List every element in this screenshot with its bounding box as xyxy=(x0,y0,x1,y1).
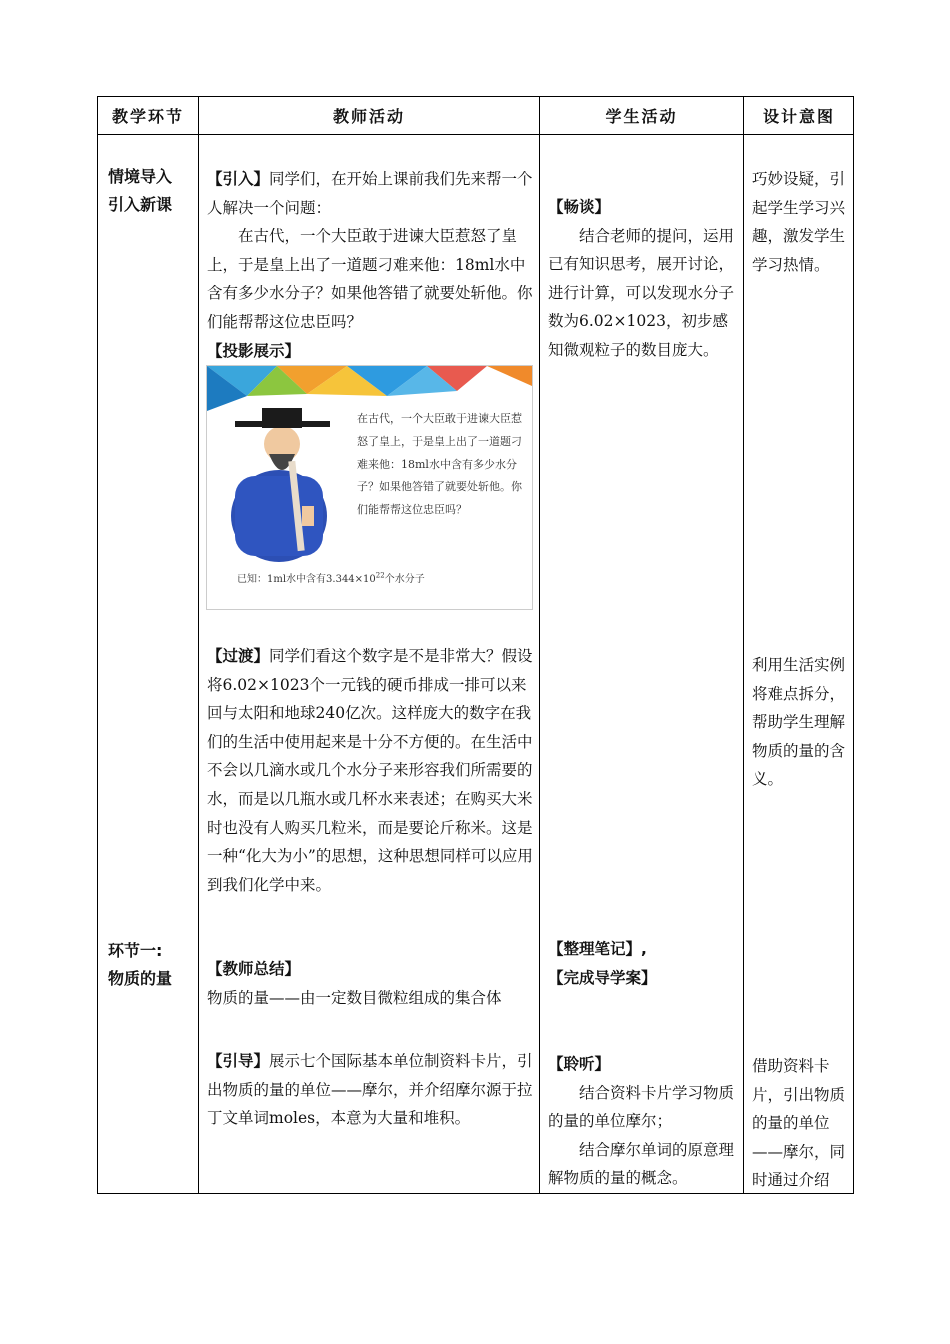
header-student: 学生活动 xyxy=(605,107,678,126)
lesson-plan-table xyxy=(97,96,854,1194)
header-design: 设计意图 xyxy=(762,107,835,126)
projection-story: 在古代，一个大臣敢于进谏大臣惹怒了皇上，于是皇上出了一道题刁难来他：18ml水中含有多少水分子？如果他答错了就要处斩他。你们能帮帮这位忠臣吗？ xyxy=(357,412,522,517)
intro-paragraph xyxy=(207,165,533,222)
guide-sheet-tag: 【完成导学案】 xyxy=(548,968,657,987)
stage-one xyxy=(108,937,194,993)
intro-tag: 【引入】 xyxy=(207,170,270,188)
intro-text: 同学们，在开始上课前我们先来帮一个人解决一个问题： xyxy=(207,170,533,217)
teacher-transition xyxy=(207,642,533,899)
column-divider xyxy=(743,97,744,1193)
column-divider xyxy=(198,97,199,1193)
listen-text-1: 结合资料卡片学习物质的量的单位摩尔； xyxy=(548,1083,735,1131)
projection-tag: 【投影展示】 xyxy=(207,341,301,360)
transition-text: 同学们看这个数字是不是非常大？假设将6.02×1023个一元钱的硬币排成一排可以来回与太阳和地球240亿次。这样庞大的数字在我们的生活中使用起来是十分不方便的。在生活中不会以几滴水或几个水分子来形容我们所需要的水，而是以几瓶水或几杯水来表述；在购买大米时也没有人购买几粒米，而是要论斤称米。这是一种“化大为小”的思想，这种思想同样可以应用到我们化学中来。 xyxy=(207,647,533,894)
teacher-guide xyxy=(207,1047,533,1133)
student-discuss xyxy=(548,193,736,365)
stage-intro xyxy=(108,163,194,219)
listen-tag: 【聆听】 xyxy=(548,1055,611,1073)
design-intent-1: 巧妙设疑，引起学生学习兴趣，激发学生学习热情。 xyxy=(752,170,846,274)
stage-intro-line2: 引入新课 xyxy=(108,195,173,214)
student-notes xyxy=(548,935,738,992)
teacher-summary xyxy=(207,955,533,1012)
guide-text: 展示七个国际基本单位制资料卡片，引出物质的量的单位——摩尔，并介绍摩尔源于拉丁文单词moles，本意为大量和堆积。 xyxy=(207,1052,533,1127)
stage-one-line2: 物质的量 xyxy=(108,969,173,988)
transition-paragraph xyxy=(207,642,533,899)
teacher-intro xyxy=(207,165,533,365)
header-teacher: 教师活动 xyxy=(332,107,405,126)
summary-tag: 【教师总结】 xyxy=(207,960,301,978)
projection-known: 已知：1ml水中含有$3.344\times 10^{22}$个水分子 xyxy=(237,571,425,585)
transition-tag: 【过渡】 xyxy=(207,647,270,665)
notes-tag: 【整理笔记】, xyxy=(548,940,647,958)
design-intent-3: 借助资料卡片，引出物质的量的单位——摩尔，同时通过介绍 xyxy=(752,1057,846,1190)
stage-intro-line1: 情境导入 xyxy=(108,167,173,186)
story-paragraph: 在古代，一个大臣敢于进谏大臣惹怒了皇上，于是皇上出了一道题刁难来他：18ml水中含有多少水分子？如果他答错了就要处斩他。你们能帮帮这位忠臣吗？ xyxy=(207,227,533,331)
stage-one-line1: 环节一: xyxy=(108,941,163,960)
student-listen xyxy=(548,1050,736,1193)
summary-text: 物质的量——由一定数目微粒组成的集合体 xyxy=(207,988,502,1007)
guide-paragraph xyxy=(207,1047,533,1133)
projection-image xyxy=(206,365,533,610)
column-divider xyxy=(539,97,540,1193)
discuss-text: 结合老师的提问，运用已有知识思考，展开讨论，进行计算，可以发现水分子数为6.02×1023，初步感知微观粒子的数目庞大。 xyxy=(548,226,735,359)
listen-text-2: 结合摩尔单词的原意理解物质的量的概念。 xyxy=(548,1140,735,1188)
header-divider xyxy=(98,134,853,135)
design-intent-2: 利用生活实例将难点拆分，帮助学生理解物质的量的含义。 xyxy=(752,656,846,789)
header-stage: 教学环节 xyxy=(111,107,184,126)
discuss-tag: 【畅谈】 xyxy=(548,198,611,216)
guide-tag: 【引导】 xyxy=(207,1052,270,1070)
